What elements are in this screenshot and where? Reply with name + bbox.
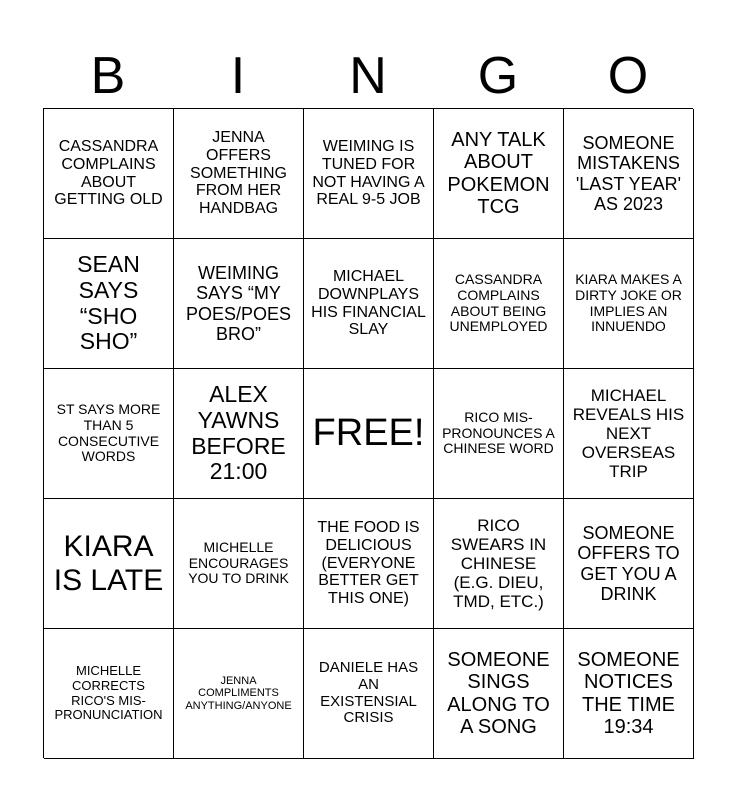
cell-text: SOMEONE SINGS ALONG TO A SONG [447,648,550,738]
cell-text: SEAN SAYS “SHO SHO” [77,251,140,355]
bingo-cell[interactable] [44,109,174,239]
bingo-cell[interactable] [174,629,304,759]
cell-text: MICHAEL REVEALS HIS NEXT OVERSEAS TRIP [572,385,685,482]
bingo-cell[interactable] [564,239,694,369]
cell-text: ALEX YAWNS BEFORE 21:00 [191,381,286,485]
bingo-cell[interactable] [304,109,434,239]
cell-text: CASSANDRA COMPLAINS ABOUT GETTING OLD [54,137,163,209]
bingo-cell[interactable] [174,239,304,369]
cell-text: SOMEONE MISTAKENS 'LAST YEAR' AS 2023 [575,133,682,214]
cell-text: ANY TALK ABOUT POKEMON TCG [447,128,550,218]
header-letter-i: I [230,47,246,105]
bingo-cell[interactable] [434,629,564,759]
header-letter-o: O [607,47,649,105]
bingo-header [43,48,693,104]
bingo-cell[interactable] [434,239,564,369]
bingo-board [43,108,693,758]
cell-text: WEIMING SAYS “MY POES/POES BRO” [185,263,292,344]
header-letter-b: B [90,47,126,105]
bingo-cell[interactable] [434,109,564,239]
bingo-cell[interactable] [304,629,434,759]
cell-text: ST SAYS MORE THAN 5 CONSECUTIVE WORDS [56,401,161,465]
cell-text: JENNA COMPLIMENTS ANYTHING/ANYONE [185,675,292,712]
cell-text: JENNA OFFERS SOMETHING FROM HER HANDBAG [190,128,287,218]
cell-text: WEIMING IS TUNED FOR NOT HAVING A REAL 9-5 JOB [312,137,425,209]
bingo-cell[interactable] [44,239,174,369]
header-letter-n: N [349,47,387,105]
cell-text: KIARA IS LATE [53,529,164,597]
cell-text: DANIELE HAS AN EXISTENSIAL CRISIS [318,658,419,727]
bingo-cell[interactable] [564,629,694,759]
cell-text: CASSANDRA COMPLAINS ABOUT BEING UNEMPLOYED [449,271,548,335]
bingo-cell[interactable] [174,499,304,629]
cell-text: SOMEONE NOTICES THE TIME 19:34 [577,648,680,738]
bingo-cell[interactable] [434,369,564,499]
cell-text: MICHELLE CORRECTS RICO'S MIS-PRONUNCIATION [54,663,163,723]
bingo-cell[interactable] [564,109,694,239]
free-cell[interactable] [304,369,434,499]
bingo-cell[interactable] [44,629,174,759]
cell-text: KIARA MAKES A DIRTY JOKE OR IMPLIES AN INNUENDO [575,271,682,335]
header-letter-g: G [477,47,519,105]
bingo-cell[interactable] [174,369,304,499]
bingo-cell[interactable] [564,499,694,629]
bingo-cell[interactable] [174,109,304,239]
free-text: FREE! [312,412,425,455]
cell-text: SOMEONE OFFERS TO GET YOU A DRINK [577,523,680,604]
cell-text: RICO SWEARS IN CHINESE (E.G. DIEU, TMD, ETC.) [450,515,547,612]
cell-text: RICO MIS-PRONOUNCES A CHINESE WORD [442,408,555,457]
bingo-cell[interactable] [304,239,434,369]
bingo-cell[interactable] [564,369,694,499]
bingo-cell[interactable] [44,369,174,499]
cell-text: MICHELLE ENCOURAGES YOU TO DRINK [188,538,289,587]
bingo-cell[interactable] [304,499,434,629]
bingo-cell[interactable] [44,499,174,629]
bingo-cell[interactable] [434,499,564,629]
cell-text: MICHAEL DOWNPLAYS HIS FINANCIAL SLAY [311,267,426,339]
cell-text: THE FOOD IS DELICIOUS (EVERYONE BETTER GET THIS ONE) [317,518,420,608]
